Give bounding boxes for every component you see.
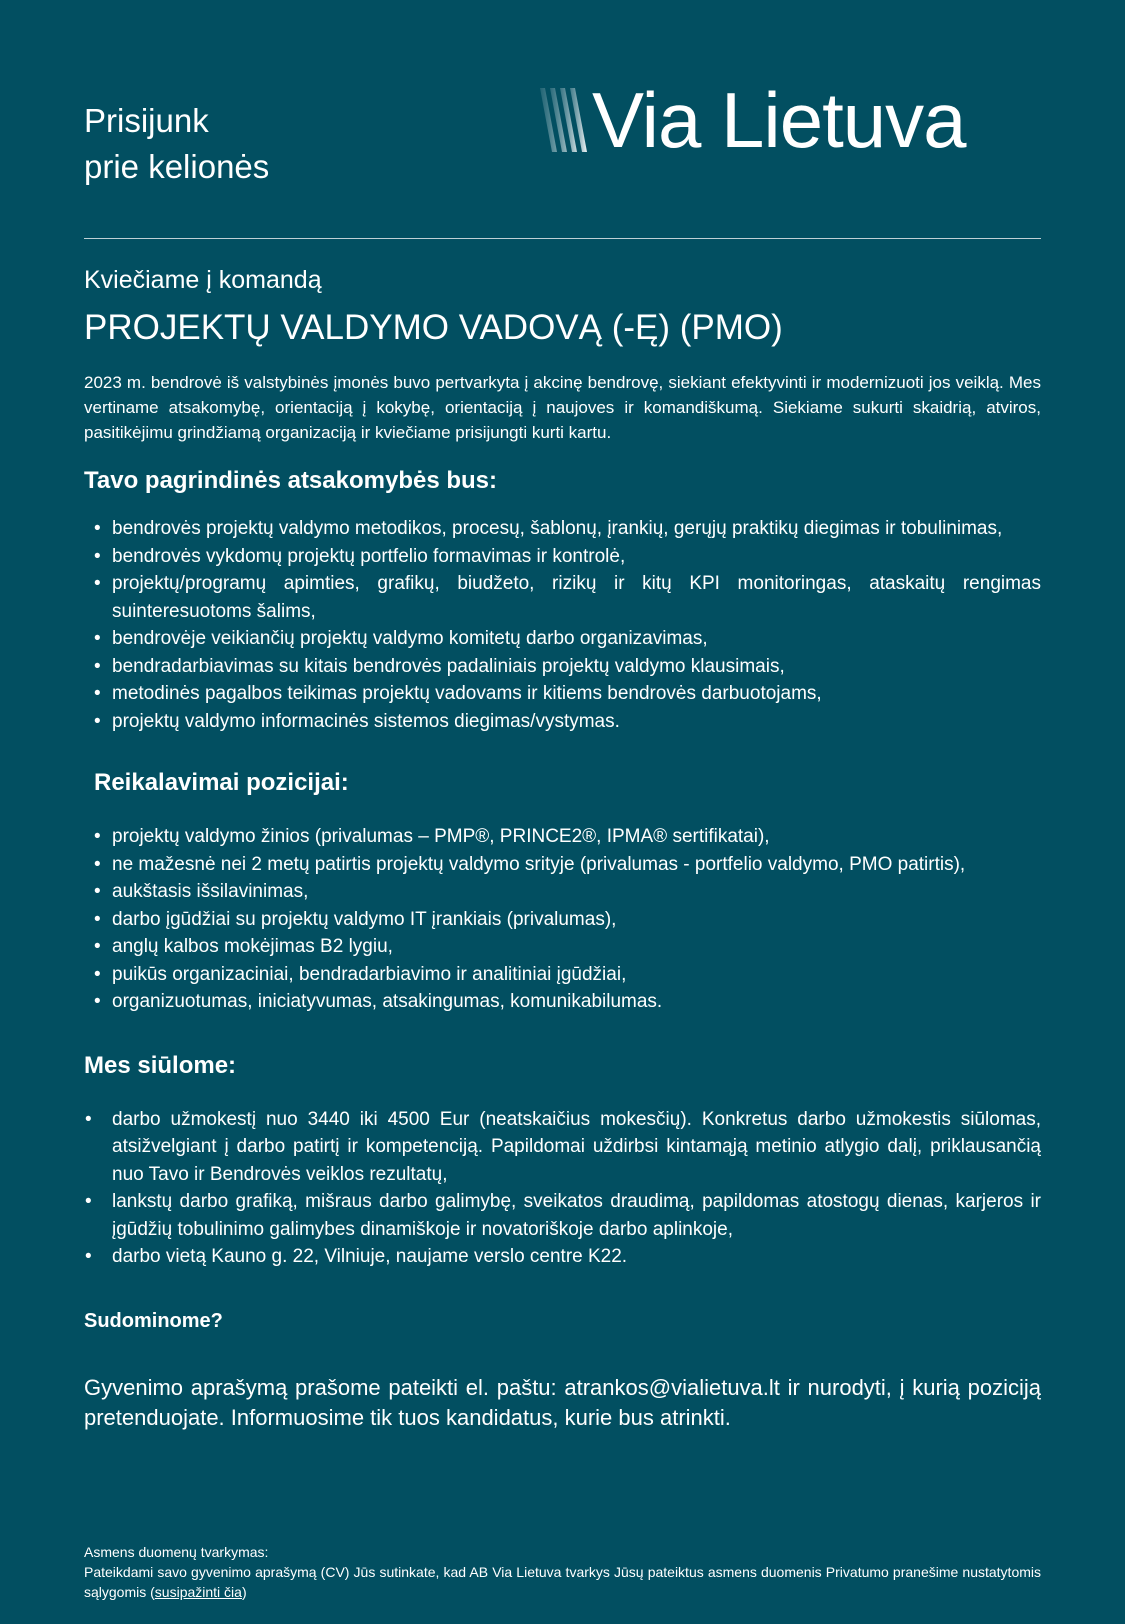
responsibilities-list xyxy=(84,515,1041,735)
privacy-text-block xyxy=(84,1562,1041,1602)
bullet: • xyxy=(94,573,101,594)
list-item-text: ne mažesnė nei 2 metų patirtis projektų valdymo srityje (privalumas - portfelio valdymo, PMO patirtis), xyxy=(112,853,966,875)
via-lietuva-logo xyxy=(540,76,966,164)
list-item xyxy=(84,680,1041,708)
list-item-text: darbo įgūdžiai su projektų valdymo IT įrankiais (privalumas), xyxy=(112,908,617,930)
invite-heading: Kviečiame į komandą xyxy=(84,266,322,294)
list-item xyxy=(84,708,1041,736)
bullet: • xyxy=(94,628,101,649)
privacy-title: Asmens duomenų tvarkymas: xyxy=(84,1544,269,1560)
bullet: • xyxy=(94,826,101,847)
tagline-line-2: prie kelionės xyxy=(84,148,270,185)
requirements-heading: Reikalavimai pozicijai: xyxy=(94,769,349,796)
list-item xyxy=(84,653,1041,681)
bullet: • xyxy=(85,1191,92,1212)
bullet: • xyxy=(94,683,101,704)
list-item xyxy=(84,1188,1041,1243)
list-item xyxy=(84,1106,1041,1189)
list-item xyxy=(84,906,1041,934)
list-item xyxy=(84,988,1041,1016)
list-item-text: projektų/programų apimties, grafikų, biudžeto, rizikų ir kitų KPI monitoringas, ataskaitų rengimas suinteresuotoms šalims, xyxy=(112,573,1041,622)
list-item-text: bendrovės vykdomų projektų portfelio formavimas ir kontrolė, xyxy=(112,545,626,567)
bullet: • xyxy=(94,991,101,1012)
offer-list xyxy=(84,1106,1041,1271)
bullet: • xyxy=(85,1246,92,1267)
intro-paragraph: 2023 m. bendrovė iš valstybinės įmonės buvo pertvarkyta į akcinę bendrovę, siekiant efektyvinti ir modernizuoti jos veiklą. Mes vertiname atsakomybę, orientaciją į kokybę, orientaciją į naujoves ir komandiškumą. Siekiame sukurti skaidrią, atviros, pasitikėjimu grindžiamą organizaciją ir kviečiame prisijungti kurti kartu. xyxy=(84,373,1041,442)
privacy-text-end: ) xyxy=(241,1584,247,1600)
contact-paragraph: Gyvenimo aprašymą prašome pateikti el. paštu: atrankos@vialietuva.lt ir nurodyti, į kurią poziciją pretenduojate. Informuosime tik tuos kandidatus, kurie bus atrinkti. xyxy=(84,1374,1041,1430)
logo-text: Via Lietuva xyxy=(592,76,966,164)
tagline xyxy=(84,98,269,190)
main-content xyxy=(84,262,1041,1433)
list-item xyxy=(84,515,1041,543)
list-item-text: darbo vietą Kauno g. 22, Vilniuje, naujame verslo centre K22. xyxy=(112,1246,628,1267)
requirements-list xyxy=(84,823,1041,1016)
privacy-text: Pateikdami savo gyvenimo aprašymą (CV) Jūs sutinkate, kad AB Via Lietuva tvarkys Jūsų pateiktus asmens duomenis Privatumo pranešime nustatytomis sąlygomis ( xyxy=(84,1564,1041,1600)
list-item xyxy=(84,933,1041,961)
list-item xyxy=(84,878,1041,906)
list-item xyxy=(84,543,1041,571)
bullet: • xyxy=(94,545,101,567)
bullet: • xyxy=(85,1108,92,1130)
list-item xyxy=(84,961,1041,989)
diagonal-stripes-logo-icon xyxy=(540,88,590,152)
bullet: • xyxy=(94,853,101,875)
list-item-text: projektų valdymo informacinės sistemos diegimas/vystymas. xyxy=(112,710,620,732)
offer-heading: Mes siūlome: xyxy=(84,1051,237,1079)
bullet: • xyxy=(94,518,101,539)
tagline-line-1: Prisijunk xyxy=(84,102,209,139)
list-item-text: puikūs organizaciniai, bendradarbiavimo ir analitiniai įgūdžiai, xyxy=(112,963,627,985)
list-item-text: bendrovės projektų valdymo metodikos, procesų, šablonų, įrankių, gerųjų praktikų diegimas ir tobulinimas, xyxy=(112,518,1003,539)
bullet: • xyxy=(94,655,101,677)
header-divider xyxy=(84,238,1041,239)
privacy-notice xyxy=(84,1542,1041,1602)
list-item xyxy=(84,1243,1041,1271)
bullet: • xyxy=(94,908,101,930)
bullet: • xyxy=(94,710,101,732)
contact-heading: Sudominome? xyxy=(84,1309,223,1332)
list-item xyxy=(84,570,1041,625)
responsibilities-heading: Tavo pagrindinės atsakomybės bus: xyxy=(84,467,498,494)
list-item-text: aukštasis išsilavinimas, xyxy=(112,881,309,902)
list-item-text: bendradarbiavimas su kitais bendrovės padaliniais projektų valdymo klausimais, xyxy=(112,655,785,677)
list-item xyxy=(84,823,1041,851)
job-title: PROJEKTŲ VALDYMO VADOVĄ (-Ę) (PMO) xyxy=(84,308,783,347)
list-item-text: organizuotumas, iniciatyvumas, atsakingumas, komunikabilumas. xyxy=(112,991,663,1012)
bullet: • xyxy=(94,936,101,957)
bullet: • xyxy=(94,963,101,985)
list-item xyxy=(84,625,1041,653)
list-item-text: anglų kalbos mokėjimas B2 lygiu, xyxy=(112,936,393,957)
list-item xyxy=(84,851,1041,879)
list-item-text: metodinės pagalbos teikimas projektų vadovams ir kitiems bendrovės darbuotojams, xyxy=(112,683,822,704)
list-item-text: bendrovėje veikiančių projektų valdymo komitetų darbo organizavimas, xyxy=(112,628,708,649)
list-item-text: projektų valdymo žinios (privalumas – PMP®, PRINCE2®, IPMA® sertifikatai), xyxy=(112,826,770,847)
privacy-link[interactable]: susipažinti čia xyxy=(154,1584,242,1600)
list-item-text: darbo užmokestį nuo 3440 iki 4500 Eur (neatskaičius mokesčių). Konkretus darbo užmokestis siūlomas, atsižvelgiant į darbo patirtį ir kompetenciją. Papildomai uždirbsi kintamąją metinio atlygio dalį, priklausančią nuo Tavo ir Bendrovės veiklos rezultatų, xyxy=(112,1108,1041,1185)
bullet: • xyxy=(94,881,101,902)
list-item-text: lankstų darbo grafiką, mišraus darbo galimybę, sveikatos draudimą, papildomas atostogų dienas, karjeros ir įgūdžių tobulinimo galimybes dinamiškoje ir novatoriškoje darbo aplinkoje, xyxy=(112,1191,1041,1240)
